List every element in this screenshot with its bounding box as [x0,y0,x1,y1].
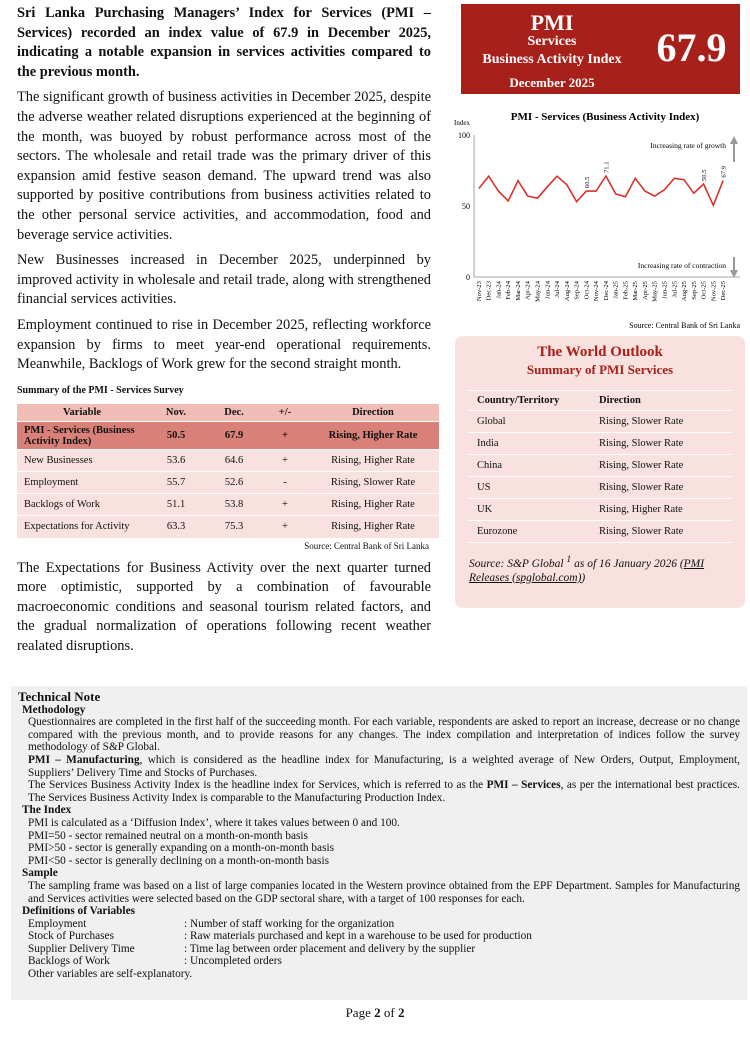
survey-table [17,404,439,538]
cell-country: US [469,477,591,499]
paragraph-business-activity: The significant growth of business activities in December 2025, despite the adverse weather related disruptions experienced at the beginning of the month, was buoyed by robust performance across most of the sectors. The wholesale and retail trade was the primary driver of this expansion amid festive season demand. The upward trend was also supported by positive contributions from business activities related to the other personal service activities, and accommodation, food and beverage service activities. [17,89,431,243]
x-tick-label: Nov-25 [710,281,718,302]
series-line [479,176,723,205]
cell-variable: New Businesses [17,450,147,472]
cell-direction: Rising, Slower Rate [591,477,731,499]
world-subtitle: Summary of PMI Services [526,362,674,377]
paragraph-employment: Employment continued to rise in December 2025, reflecting workforce expansion by firms to meet year-end operational requirements. Meanwhile, Backlogs of Work grew for the second straight month. [17,316,431,373]
cell-variable: Backlogs of Work [17,494,147,516]
cell-dec: 75.3 [205,516,263,538]
methodology-title: Methodology [22,703,86,716]
definition-text: : Uncompleted orders [184,955,282,968]
pmi-box-title: PMI [530,10,574,35]
cell-nov: 51.1 [147,494,205,516]
manufacturing-text [18,754,740,779]
page-number [0,1005,750,1021]
world-outlook-panel [455,336,745,608]
cell-dec: 53.8 [205,494,263,516]
data-label: 60.5 [583,176,591,189]
survey-title: Summary of the PMI - Services Survey [17,384,184,396]
list-item [28,943,740,956]
pmi-headline-box [461,4,740,94]
main-column [17,4,431,657]
services-text [18,779,740,804]
survey-source: Source: Central Bank of Sri Lanka [304,540,429,551]
table-row [469,477,731,499]
x-tick-label: Jan-24 [495,281,503,299]
x-tick-label: May-24 [534,281,542,302]
pmi-releases-link[interactable]: PMI Releases (spglobal.com) [469,557,705,584]
cell-nov: 50.5 [147,422,205,450]
world-source-prefix: Source: S&P Global [469,557,564,570]
table-row [469,455,731,477]
table-row [17,422,439,450]
cell-direction: Rising, Higher Rate [307,516,439,538]
x-tick-label: Jul-24 [554,281,562,298]
y-tick-label: 0 [466,273,470,282]
definition-term: Backlogs of Work [28,955,110,968]
chart-title: PMI - Services (Business Activity Index) [510,111,700,123]
table-row [469,499,731,521]
y-tick-label: 100 [458,131,470,140]
growth-arrow-head-icon [730,136,738,144]
page-prefix: Page [345,1005,375,1020]
x-tick-label: Apr-25 [641,281,649,300]
cell-change: + [263,422,307,450]
world-table [469,390,731,543]
cell-direction: Rising, Higher Rate [307,422,439,450]
services-desc-a: The Services Business Activity Index is the headline index for Services, which is referred to as the [28,779,487,792]
table-row [17,472,439,494]
x-tick-label: Aug-24 [563,281,571,302]
world-header-row [469,391,731,411]
table-row [17,516,439,538]
cell-dec: 64.6 [205,450,263,472]
cell-variable: PMI - Services (Business Activity Index) [17,422,147,450]
definition-term: Supplier Delivery Time [28,942,135,955]
technical-note [11,686,747,1000]
col-nov: Nov. [147,404,205,422]
page-total: 2 [397,1005,405,1020]
index-line: PMI=50 - sector remained neutral on a month-on-month basis [28,829,308,842]
x-tick-label: Jul-25 [671,281,679,298]
pmi-box-line1: Services [527,34,577,49]
col-country: Country/Territory [469,391,591,411]
world-source-footnote: 1 [566,554,572,565]
pmi-services-chart [450,102,746,334]
col-change: +/- [263,404,307,422]
col-dec: Dec. [205,404,263,422]
x-tick-label: May-25 [651,281,659,302]
definition-term: Employment [28,917,87,930]
lead-summary: Sri Lanka Purchasing Managers’ Index for Services (PMI – Services) recorded an index value of 67.9 in December 2025, indicating a notable expansion in services activities compared to the previous month. [17,5,431,80]
definitions-other: Other variables are self-explanatory. [28,968,193,981]
page-current: 2 [374,1005,381,1020]
definitions-title: Definitions of Variables [22,905,135,918]
cell-country: Eurozone [469,521,591,543]
cell-direction: Rising, Slower Rate [591,521,731,543]
pmi-box-value: 67.9 [656,25,727,70]
index-title: The Index [22,804,72,817]
index-line: PMI>50 - sector is generally expanding on a month-on-month basis [28,842,334,855]
definition-term: Stock of Purchases [28,930,114,943]
table-row [17,494,439,516]
x-tick-label: Nov-23 [475,281,483,302]
table-row [469,521,731,543]
cell-nov: 53.6 [147,450,205,472]
technical-title: Technical Note [18,689,101,704]
cell-country: China [469,455,591,477]
x-tick-label: Apr-24 [524,281,532,300]
table-row [469,411,731,433]
cell-variable: Expectations for Activity [17,516,147,538]
col-direction: Direction [307,404,439,422]
x-tick-label: Feb-24 [505,281,513,300]
cell-direction: Rising, Slower Rate [591,455,731,477]
list-item [28,955,740,968]
cell-change: + [263,494,307,516]
table-row [469,433,731,455]
list-item [28,918,740,931]
definitions-list [18,918,740,981]
x-tick-label: Jan-25 [612,281,620,299]
cell-country: Global [469,411,591,433]
survey-header-row [17,404,439,422]
x-tick-label: Aug-25 [681,281,689,302]
x-tick-label: Jun-25 [661,281,669,299]
services-label: PMI – Services [486,779,561,792]
cell-direction: Rising, Slower Rate [591,433,731,455]
page-of: of [380,1005,398,1020]
manufacturing-desc: , which is considered as the headline index for Manufacturing, is a weighted average of New Orders, Output, Employment, Suppliers’ Delivery Time and Stocks of Purchases. [28,753,740,779]
cell-direction: Rising, Slower Rate [591,411,731,433]
x-tick-label: Oct-25 [700,281,708,300]
data-label: 67.9 [720,166,728,178]
cell-variable: Employment [17,472,147,494]
index-line: PMI is calculated as a ‘Diffusion Index’, where it takes values between 0 and 100. [28,816,400,829]
cell-country: UK [469,499,591,521]
x-tick-label: Dec-23 [485,281,493,301]
cell-dec: 52.6 [205,472,263,494]
sample-text: The sampling frame was based on a list of large companies located in the Western province obtained from the EPF Department. Samples for Manufacturing and Services activities were selected based on the GDP sectoral share, with a target of 100 responses for each. [28,879,740,905]
cell-direction: Rising, Slower Rate [307,472,439,494]
chart-ylabel: Index [454,119,470,127]
world-source [469,553,745,585]
sample-title: Sample [22,867,58,880]
col-direction: Direction [591,391,731,411]
x-tick-label: Feb-25 [622,281,630,300]
world-title: The World Outlook [537,344,663,360]
paragraph-new-businesses: New Businesses increased in December 2025, underpinned by improved activity in wholesale and retail trade, along with strengthened financial services activities. [17,252,431,308]
definition-text: : Raw materials purchased and kept in a warehouse to be used for production [184,930,532,943]
x-tick-label: Jun-24 [544,281,552,299]
cell-dec: 67.9 [205,422,263,450]
world-source-end: ) [581,571,586,584]
world-source-date: as of 16 January 2026 ( [571,557,684,570]
cell-change: + [263,516,307,538]
x-tick-label: Sep-24 [573,281,581,300]
table-row [17,450,439,472]
data-label: 71.1 [603,161,611,174]
cell-direction: Rising, Higher Rate [307,450,439,472]
x-tick-label: Dec-25 [720,281,728,301]
definition-text: : Time lag between order placement and delivery by the supplier [184,942,476,955]
cell-change: + [263,450,307,472]
x-tick-label: Dec-24 [602,281,610,301]
pmi-box-period: December 2025 [509,75,595,90]
cell-direction: Rising, Higher Rate [591,499,731,521]
cell-nov: 55.7 [147,472,205,494]
cell-country: India [469,433,591,455]
pmi-box-line2: Business Activity Index [482,52,622,67]
methodology-text: Questionnaires are completed in the first half of the succeeding month. For each variable, respondents are asked to report an increase, decrease or no change compared with the previous month, and to provide reasons for any changes. The index compilation and interpretation of indices follow the survey methodology of S&P Global. [28,716,740,754]
definition-text: : Number of staff working for the organization [184,917,395,930]
chart-source: Source: Central Bank of Sri Lanka [629,321,740,330]
x-tick-label: Mar-25 [632,281,640,301]
index-line: PMI<50 - sector is generally declining on a month-on-month basis [28,854,329,867]
x-tick-label: Oct-24 [583,281,591,300]
paragraph-expectations: The Expectations for Business Activity over the next quarter turned more optimistic, supported by a combination of favourable macroeconomic conditions and seasonal tourism related factors, and the gradual normalization of operations following recent weather realated disruptions. [17,559,431,655]
cell-change: - [263,472,307,494]
annotation-contraction: Increasing rate of contraction [637,261,726,270]
annotation-growth: Increasing rate of growth [650,141,726,150]
cell-direction: Rising, Higher Rate [307,494,439,516]
services-desc-b: , as per the international best practices. The Services Business Activity Index is comparable to the Manufacturing Production Index. [28,779,740,804]
col-variable: Variable [17,404,147,422]
data-label: 50.5 [701,169,709,181]
x-tick-label: Mar-24 [514,281,522,301]
chart-svg [450,102,746,334]
manufacturing-label: PMI – Manufacturing [28,753,140,766]
cell-nov: 63.3 [147,516,205,538]
y-tick-label: 50 [462,202,470,211]
list-item [28,930,740,943]
x-tick-label: Sep-25 [690,281,698,300]
x-tick-label: Nov-24 [593,281,601,302]
